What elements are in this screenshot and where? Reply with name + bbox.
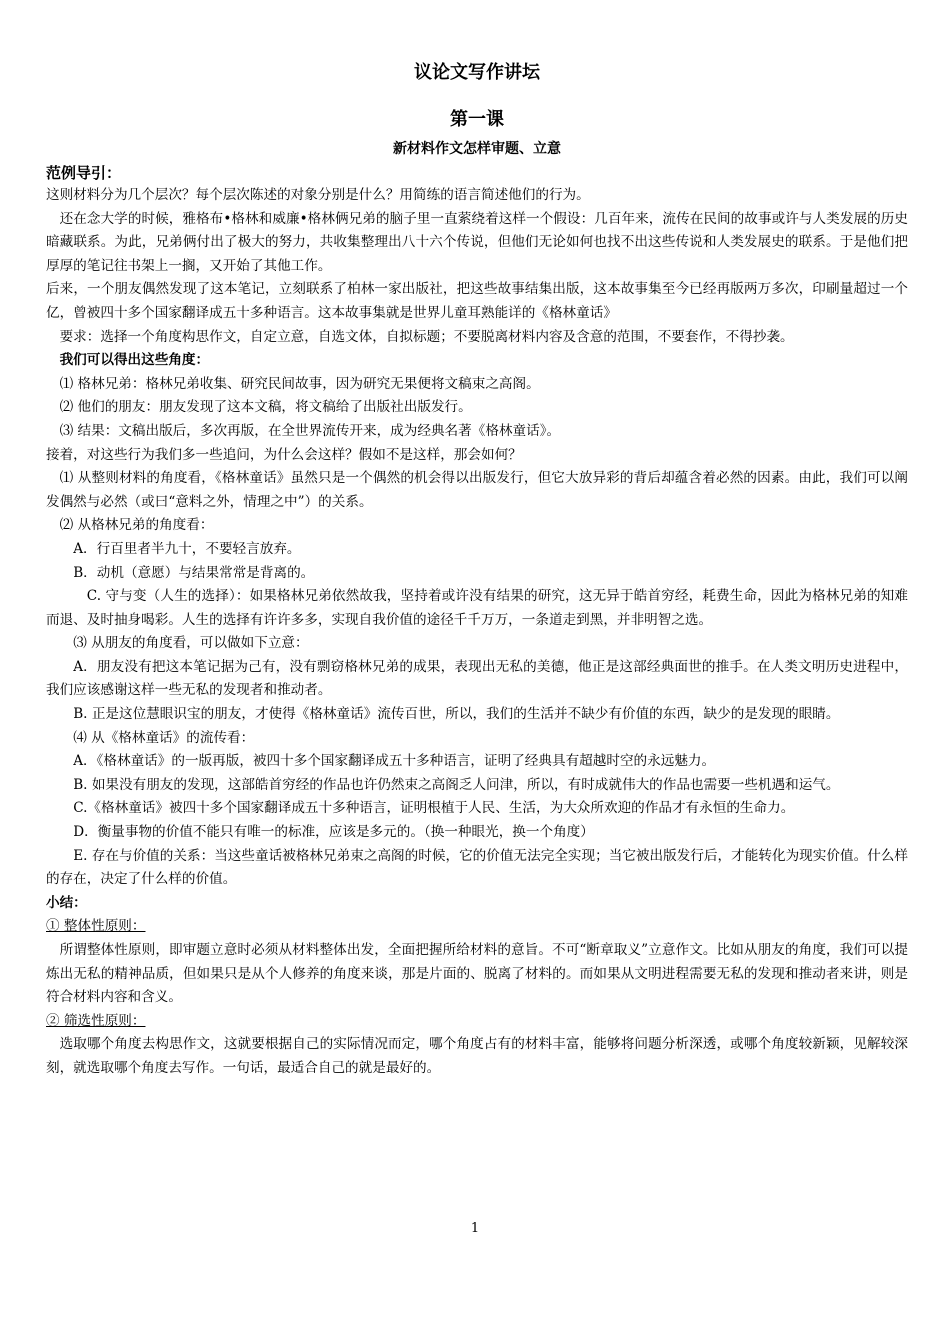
material-paragraph-2: 后来，一个朋友偶然发现了这本笔记，立刻联系了柏林一家出版社，把这些故事结集出版，这本故事集至今已经再版两万多次，印刷量超过一个亿，曾被四十多个国家翻译成五十多种语言。这本故事集就是世界儿童耳熟能详的《格林童话》 [46, 281, 908, 321]
spread-heading: ⑷ 从《格林童话》的流传看： [73, 729, 255, 746]
material-paragraph-1: 还在念大学的时候，雅格布•格林和威廉•格林俩兄弟的脑子里一直萦绕着这样一个假设：几百年来，流传在民间的故事或许与人类发展的历史暗藏联系。为此，兄弟俩付出了极大的努力，共收集整理出八十六个传说，但他们无论如何也找不出这些传说和人类发展史的联系。于是他们把厚厚的笔记往书架上一搁，又开始了其他工作。 [46, 210, 908, 274]
followup-question: 接着，对这些行为我们多一些追问，为什么会这样？假如不是这样，那会如何？ [46, 446, 522, 463]
principle-1-title [46, 915, 908, 939]
principle-1-text: 所谓整体性原则，即审题立意时必须从材料整体出发，全面把握所给材料的意旨。不可“断章取义”立意作文。比如从朋友的角度，我们可以提炼出无私的精神品质，但如果只是从个人修养的角度来谈，那是片面的、脱离了材料的。而如果从文明进程需要无私的发现和推动者来讲，则是符合材料内容和含义。 [46, 942, 908, 1006]
intro-heading: 范例导引： [46, 164, 122, 182]
writing-requirement: 要求：选择一个角度构思作文，自定立意，自选文体，自拟标题；不要脱离材料内容及含意的范围，不要套作，不得抄袭。 [59, 328, 794, 345]
friend-heading: ⑶ 从朋友的角度看，可以做如下立意： [73, 635, 309, 652]
spread-point-b: B. 如果没有朋友的发现，这部皓首穷经的作品也许仍然束之高阁乏人问津，所以，有时成就伟大的作品也需要一些机遇和运气。 [73, 776, 840, 793]
angle-item-result: ⑶ 结果：文稿出版后，多次再版，在全世界流传开来，成为经典名著《格林童话》。 [59, 422, 561, 439]
principle-2-title-text: ② 筛选性原则： [46, 1012, 146, 1029]
angle-item-brothers: ⑴ 格林兄弟：格林兄弟收集、研究民间故事，因为研究无果便将文稿束之高阁。 [59, 375, 540, 392]
intro-question: 这则材料分为几个层次？每个层次陈述的对象分别是什么？用简练的语言简述他们的行为。 [46, 187, 590, 203]
principle-1-title-text: ① 整体性原则： [46, 918, 146, 935]
summary-heading: 小结： [46, 894, 87, 911]
document-page [46, 60, 908, 1081]
principle-2-text: 选取哪个角度去构思作文，这就要根据自己的实际情况而定，哪个角度占有的材料丰富，能够将问题分析深透，或哪个角度较新颖，见解较深刻，就选取哪个角度去写作。一句话，最适合自己的就是最好的。 [46, 1036, 908, 1076]
spread-point-d: D．衡量事物的价值不能只有唯一的标准，应该是多元的。（换一种眼光，换一个角度） [73, 824, 594, 841]
spread-point-a: A．《格林童话》的一版再版，被四十多个国家翻译成五十多种语言，证明了经典具有超越时空的永远魅力。 [73, 753, 716, 770]
angle-item-friend: ⑵ 他们的朋友：朋友发现了这本文稿，将文稿给了出版社出版发行。 [59, 399, 472, 416]
brothers-point-a: A．行百里者半九十，不要轻言放弃。 [73, 540, 301, 557]
page-number: 1 [470, 1221, 480, 1236]
document-title: 议论文写作讲坛 [414, 62, 540, 83]
principle-2-title [46, 1010, 908, 1034]
spread-point-e: E. 存在与价值的关系：当这些童话被格林兄弟束之高阁的时候，它的价值无法完全实现；当它被出版发行后，才能转化为现实价值。什么样的存在，决定了什么样的价值。 [46, 847, 908, 888]
friend-point-a: A．朋友没有把这本笔记据为己有，没有剽窃格林兄弟的成果，表现出无私的美德，他正是这部经典面世的推手。在人类文明历史进程中，我们应该感谢这样一些无私的发现者和推动者。 [46, 658, 908, 699]
lesson-subtitle: 新材料作文怎样审题、立意 [393, 141, 561, 157]
analysis-overall: ⑴ 从整则材料的角度看，《格林童话》虽然只是一个偶然的机会得以出版发行，但它大放异彩的背后却蕴含着必然的因素。由此，我们可以阐发偶然与必然（或曰“意料之外，情理之中”）的关系。 [46, 470, 908, 510]
brothers-point-c: C. 守与变（人生的选择）：如果格林兄弟依然故我，坚持着或许没有结果的研究，这无异于皓首穷经，耗费生命，因此为格林兄弟的知难而退、及时抽身喝彩。人生的选择有许许多多，实现自我价值的途径千千万万，一条道走到黑，并非明智之选。 [46, 588, 908, 628]
brothers-heading: ⑵ 从格林兄弟的角度看： [59, 517, 214, 534]
friend-point-b: B. 正是这位慧眼识宝的朋友，才使得《格林童话》流传百世，所以，我们的生活并不缺少有价值的东西，缺少的是发现的眼睛。 [73, 706, 840, 723]
angles-heading: 我们可以得出这些角度： [59, 352, 210, 369]
spread-point-c: C.《格林童话》被四十多个国家翻译成五十多种语言，证明根植于人民、生活，为大众所欢迎的作品才有永恒的生命力。 [73, 800, 795, 817]
brothers-point-b: B．动机（意愿）与结果常常是背离的。 [73, 564, 315, 581]
lesson-title: 第一课 [450, 109, 504, 130]
